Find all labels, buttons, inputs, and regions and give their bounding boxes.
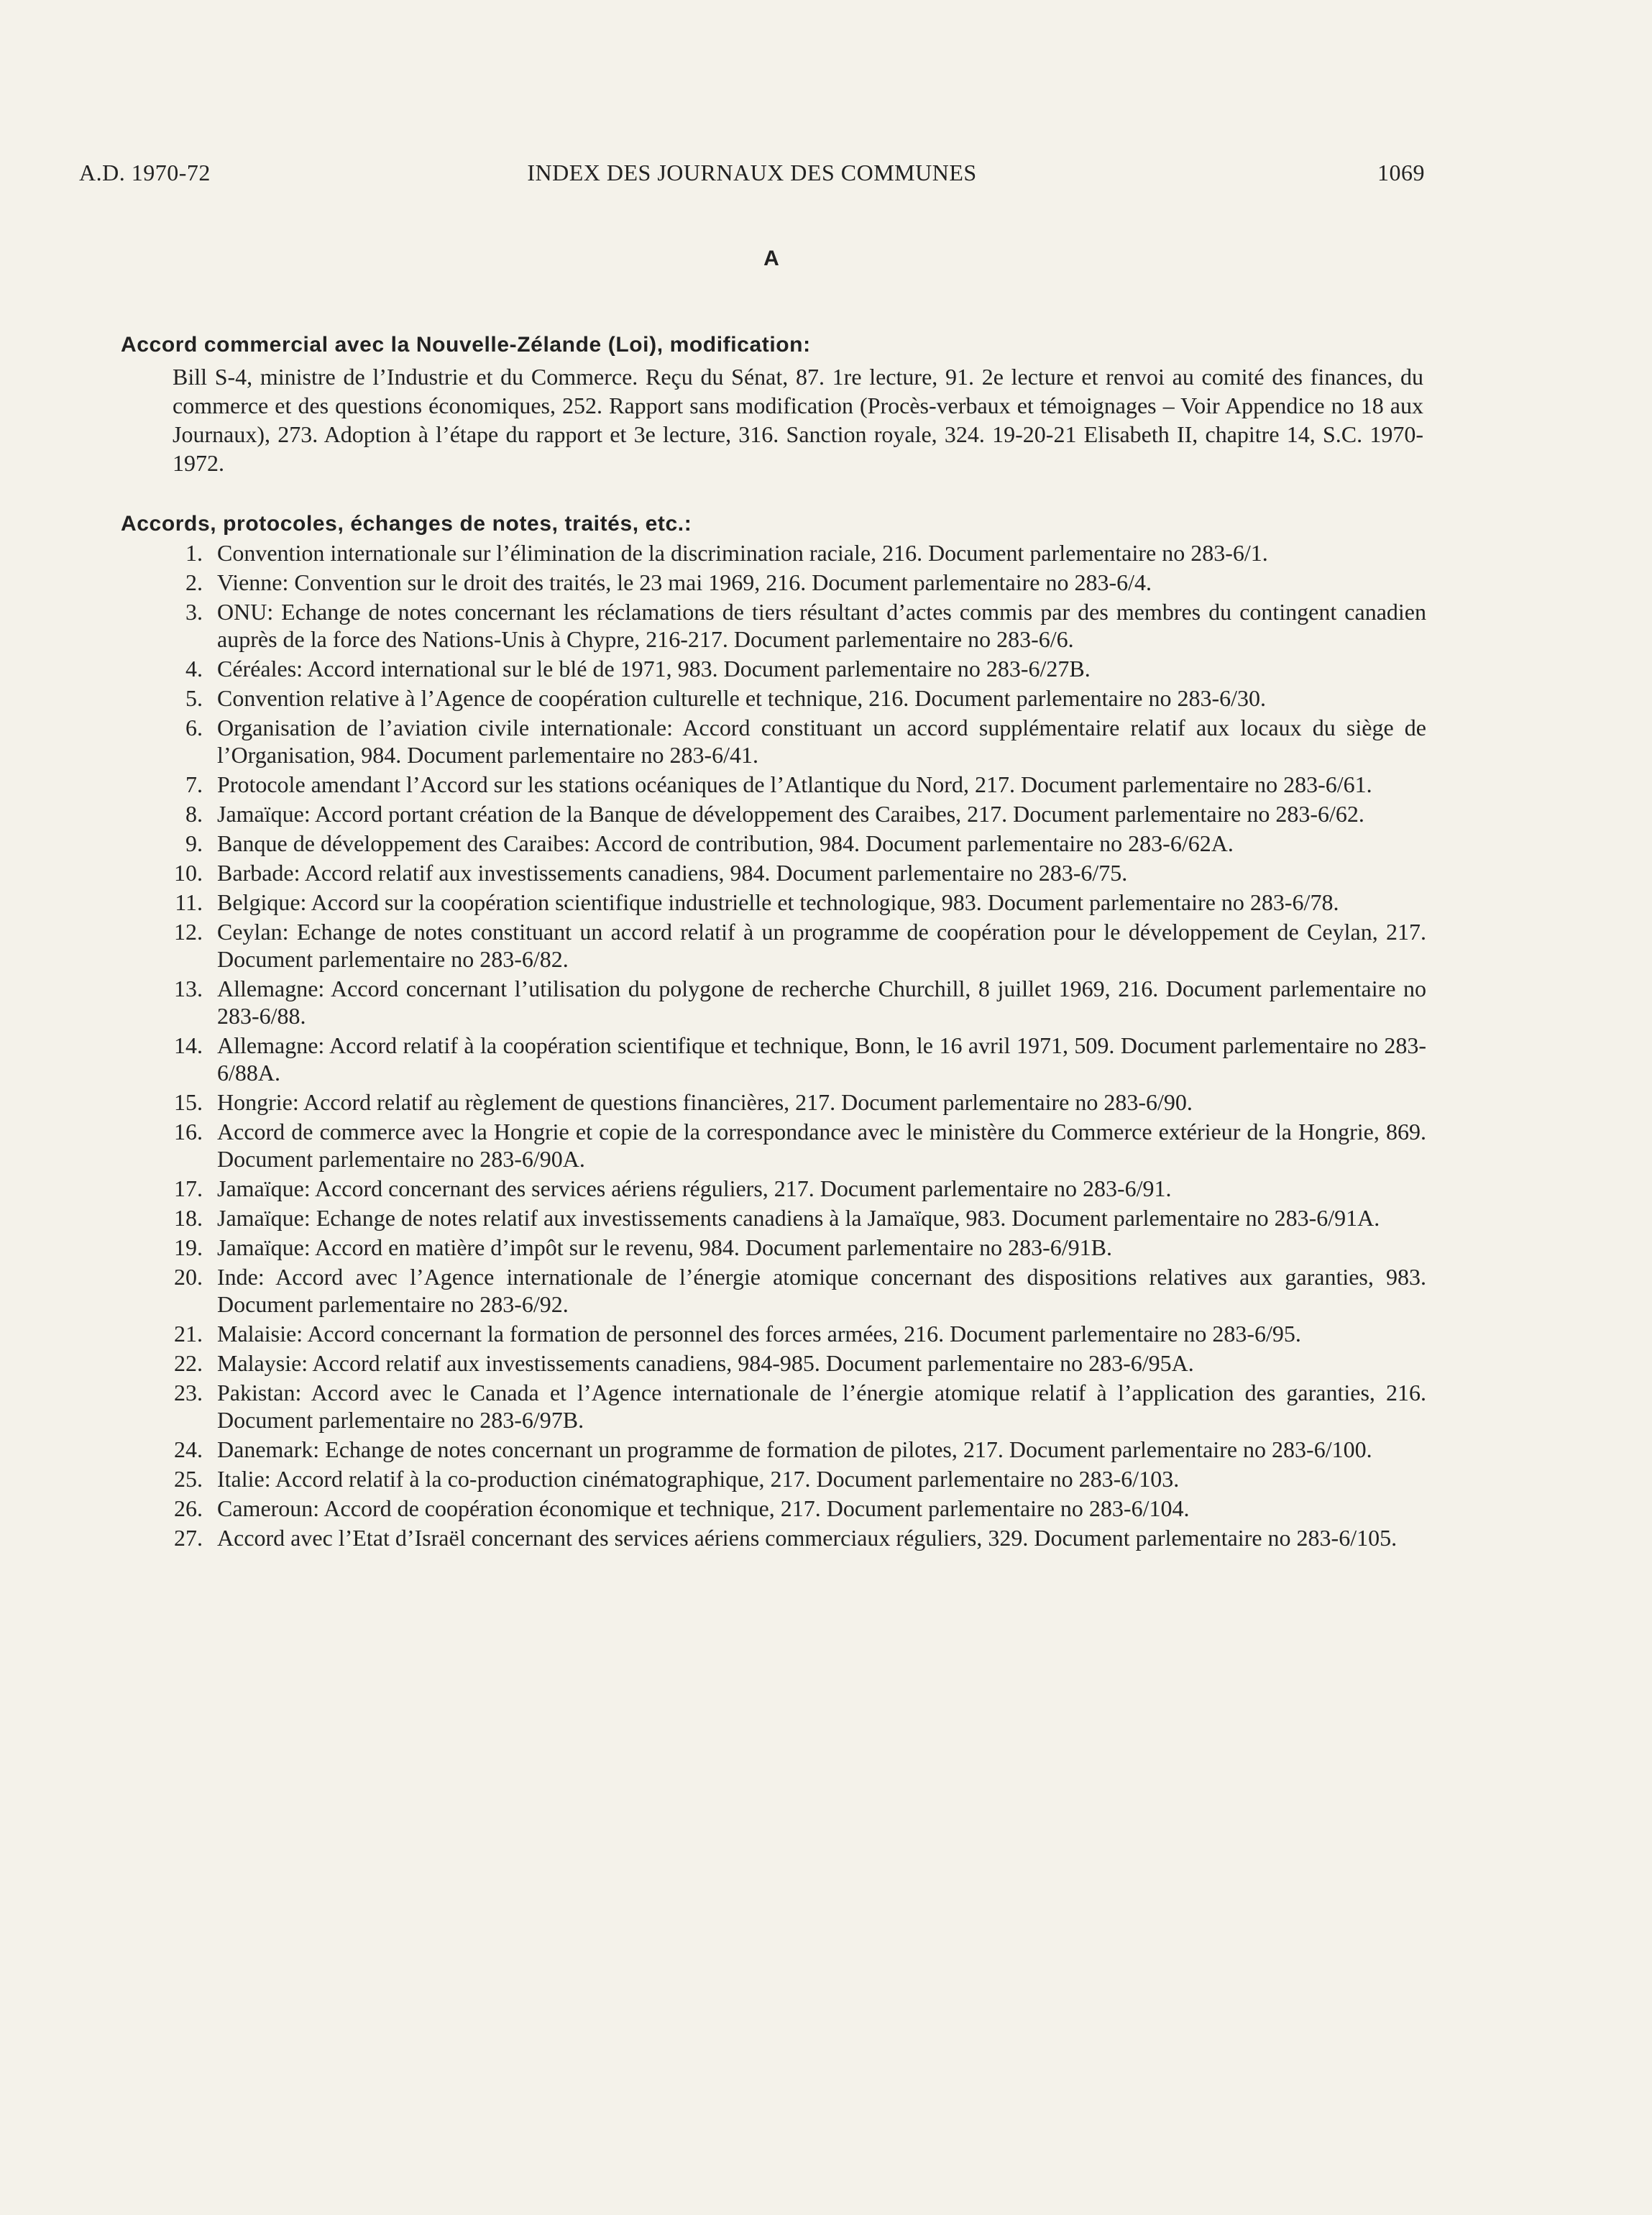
list-item-number: 24. (174, 1436, 203, 1462)
list-item (167, 1175, 1426, 1202)
list-item-number: 14. (174, 1032, 203, 1058)
list-item-number: 10. (174, 860, 203, 886)
list-item-number: 12. (174, 919, 203, 945)
list-item-text: Convention internationale sur l’élimination de la discrimination raciale, 216. Document parlementaire no 283-6/1. (217, 540, 1268, 566)
running-head (79, 160, 1425, 196)
list-item (167, 1032, 1426, 1086)
list-item (167, 830, 1426, 857)
list-item-number: 11. (175, 889, 203, 915)
list-item-text: Accord de commerce avec la Hongrie et copie de la correspondance avec le ministère du Commerce extérieur de la Hongrie, 869. Document parlementaire no 283-6/90A. (217, 1119, 1426, 1172)
list-item-text: Jamaïque: Accord portant création de la Banque de développement des Caraibes, 217. Document parlementaire no 283-6/62. (217, 801, 1364, 827)
list-item-number: 6. (185, 715, 203, 740)
list-item (167, 1088, 1426, 1116)
list-item-text: Convention relative à l’Agence de coopération culturelle et technique, 216. Document parlementaire no 283-6/30. (217, 685, 1267, 711)
list-item-text: Allemagne: Accord concernant l’utilisation du polygone de recherche Churchill, 8 juillet 1969, 216. Document parlementaire no 283-6/88. (217, 976, 1426, 1029)
list-item-number: 20. (174, 1264, 203, 1290)
list-item (167, 889, 1426, 916)
header-title: INDEX DES JOURNAUX DES COMMUNES (527, 160, 977, 185)
list-item-text: Hongrie: Accord relatif au règlement de questions financières, 217. Document parlementaire no 283-6/90. (217, 1089, 1193, 1115)
list-item-text: Céréales: Accord international sur le blé de 1971, 983. Document parlementaire no 283-6/27B. (217, 656, 1091, 682)
list-item-text: Protocole amendant l’Accord sur les stations océaniques de l’Atlantique du Nord, 217. Document parlementaire no 283-6/61. (217, 771, 1372, 797)
list-item (167, 655, 1426, 682)
list-item-number: 16. (174, 1119, 203, 1145)
list-item (167, 684, 1426, 712)
list-item-text: Cameroun: Accord de coopération économique et technique, 217. Document parlementaire no 283-6/104. (217, 1495, 1190, 1521)
list-item-number: 19. (174, 1234, 203, 1260)
section-letter: A (763, 247, 779, 270)
accords-list (167, 539, 1426, 1554)
list-item-number: 4. (185, 656, 203, 682)
entry-heading-accord-commercial: Accord commercial avec la Nouvelle-Zélande (Loi), modification: (121, 333, 811, 357)
list-item-text: Jamaïque: Accord concernant des services aériens réguliers, 217. Document parlementaire no 283-6/91. (217, 1175, 1172, 1201)
entry-heading-accords-protocoles: Accords, protocoles, échanges de notes, traités, etc.: (121, 512, 692, 536)
list-item-number: 8. (185, 801, 203, 827)
list-item-number: 13. (174, 976, 203, 1001)
list-item-text: Accord avec l’Etat d’Israël concernant des services aériens commerciaux réguliers, 329. Document parlementaire no 283-6/105. (217, 1525, 1398, 1551)
list-item (167, 1465, 1426, 1492)
list-item-number: 2. (185, 569, 203, 595)
header-date-range: A.D. 1970-72 (79, 160, 211, 185)
list-item-text: ONU: Echange de notes concernant les réclamations de tiers résultant d’actes commis par des membres du contingent canadien auprès de la force des Nations-Unis à Chypre, 216-217. Document parlementaire no 283-6/6. (217, 599, 1426, 652)
list-item-text: Vienne: Convention sur le droit des traités, le 23 mai 1969, 216. Document parlementaire no 283-6/4. (217, 569, 1152, 595)
list-item-text: Malaisie: Accord concernant la formation de personnel des forces armées, 216. Document parlementaire no 283-6/95. (217, 1321, 1301, 1347)
list-item (167, 918, 1426, 973)
list-item-text: Malaysie: Accord relatif aux investissements canadiens, 984-985. Document parlementaire no 283-6/95A. (217, 1350, 1194, 1376)
list-item (167, 598, 1426, 653)
list-item (167, 569, 1426, 596)
list-item (167, 800, 1426, 827)
list-item-text: Belgique: Accord sur la coopération scientifique industrielle et technologique, 983. Document parlementaire no 283-6/78. (217, 889, 1339, 915)
list-item-number: 1. (185, 540, 203, 566)
list-item-text: Inde: Accord avec l’Agence internationale de l’énergie atomique concernant des dispositions relatives aux garanties, 983. Document parlementaire no 283-6/92. (217, 1264, 1426, 1317)
list-item-number: 18. (174, 1205, 203, 1231)
list-item (167, 859, 1426, 886)
list-item-text: Jamaïque: Accord en matière d’impôt sur le revenu, 984. Document parlementaire no 283-6/91B. (217, 1234, 1112, 1260)
list-item-text: Jamaïque: Echange de notes relatif aux investissements canadiens à la Jamaïque, 983. Document parlementaire no 283-6/91A. (217, 1205, 1380, 1231)
list-item-text: Barbade: Accord relatif aux investissements canadiens, 984. Document parlementaire no 283-6/75. (217, 860, 1128, 886)
list-item (167, 539, 1426, 567)
list-item (167, 1234, 1426, 1261)
list-item (167, 1524, 1426, 1551)
list-item-text: Italie: Accord relatif à la co-production cinématographique, 217. Document parlementaire no 283-6/103. (217, 1466, 1180, 1492)
list-item (167, 1263, 1426, 1318)
list-item (167, 1379, 1426, 1434)
list-item (167, 771, 1426, 798)
list-item (167, 975, 1426, 1029)
list-item-number: 3. (185, 599, 203, 625)
list-item-number: 15. (174, 1089, 203, 1115)
list-item (167, 1204, 1426, 1232)
list-item-text: Allemagne: Accord relatif à la coopération scientifique et technique, Bonn, le 16 avril 1971, 509. Document parlementaire no 283-6/88A. (217, 1032, 1426, 1086)
list-item-number: 17. (174, 1175, 203, 1201)
list-item (167, 1436, 1426, 1463)
entry-text-accord-commercial: Bill S-4, ministre de l’Industrie et du Commerce. Reçu du Sénat, 87. 1re lecture, 91. 2e lecture et renvoi au comité des finances, du commerce et des questions économiques, 252. Rapport sans modification (Procès-verbaux et témoignages – Voir Appendice no 18 aux Journaux), 273. Adoption à l’étape du rapport et 3e lecture, 316. Sanction royale, 324. 19-20-21 Elisabeth II, chapitre 14, S.C. 1970-1972. (173, 364, 1423, 476)
list-item-text: Ceylan: Echange de notes constituant un accord relatif à un programme de coopération pour le développement de Ceylan, 217. Document parlementaire no 283-6/82. (217, 919, 1426, 972)
list-item-text: Pakistan: Accord avec le Canada et l’Agence internationale de l’énergie atomique relatif à l’application des garanties, 216. Document parlementaire no 283-6/97B. (217, 1380, 1426, 1433)
list-item-text: Danemark: Echange de notes concernant un programme de formation de pilotes, 217. Document parlementaire no 283-6/100. (217, 1436, 1372, 1462)
list-item (167, 1118, 1426, 1173)
list-item (167, 1495, 1426, 1522)
list-item-text: Organisation de l’aviation civile internationale: Accord constituant un accord supplémentaire relatif aux locaux du siège de l’Organisation, 984. Document parlementaire no 283-6/41. (217, 715, 1426, 768)
list-item-number: 7. (185, 771, 203, 797)
list-item-number: 26. (174, 1495, 203, 1521)
list-item-number: 9. (185, 830, 203, 856)
list-item (167, 1320, 1426, 1347)
list-item-number: 27. (174, 1525, 203, 1551)
list-item-number: 23. (174, 1380, 203, 1405)
page-number: 1069 (1377, 160, 1425, 185)
list-item-text: Banque de développement des Caraibes: Accord de contribution, 984. Document parlementaire no 283-6/62A. (217, 830, 1234, 856)
list-item (167, 1349, 1426, 1377)
list-item (167, 714, 1426, 769)
list-item-number: 5. (185, 685, 203, 711)
list-item-number: 22. (174, 1350, 203, 1376)
list-item-number: 25. (174, 1466, 203, 1492)
list-item-number: 21. (174, 1321, 203, 1347)
